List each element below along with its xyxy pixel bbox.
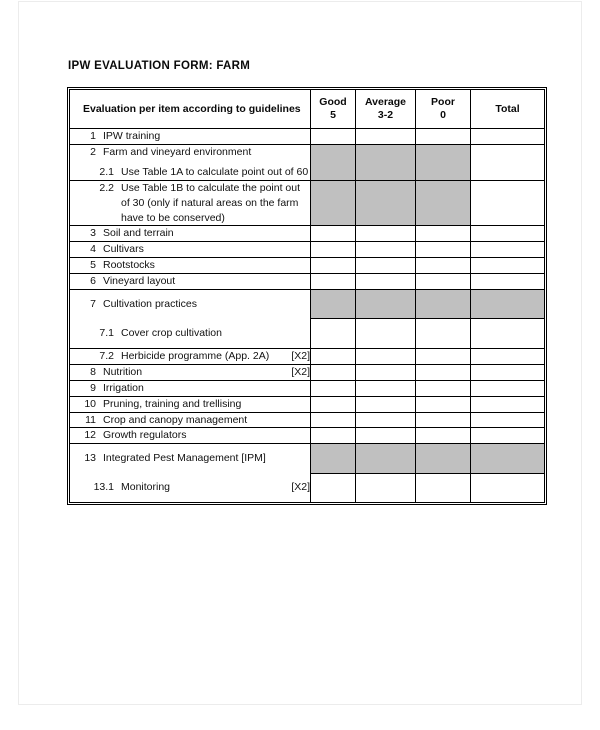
table-row [70, 428, 545, 444]
score-cell-total[interactable] [471, 258, 545, 274]
score-cell-total[interactable] [471, 380, 545, 396]
score-cell-avg[interactable] [356, 380, 416, 396]
evaluation-item-cell [70, 396, 311, 412]
evaluation-item-line [70, 226, 310, 241]
score-cell-good[interactable] [311, 380, 356, 396]
table-row [70, 129, 545, 145]
score-cell-good[interactable] [311, 428, 356, 444]
table-body [70, 129, 545, 503]
score-cell-poor [416, 290, 471, 319]
score-cell-good[interactable] [311, 242, 356, 258]
score-cell-poor [416, 180, 471, 226]
score-cell-poor[interactable] [416, 319, 471, 348]
item-number: 7.1 [99, 326, 114, 339]
score-cell-total[interactable] [471, 473, 545, 502]
evaluation-item-line [70, 365, 310, 380]
evaluation-item-line [70, 397, 310, 412]
score-cell-poor[interactable] [416, 473, 471, 502]
evaluation-item-line [70, 480, 310, 495]
evaluation-item-cell [70, 274, 311, 290]
evaluation-item-cell [70, 258, 311, 274]
item-number: 2.1 [99, 165, 114, 178]
score-cell-total[interactable] [471, 226, 545, 242]
table-row [70, 473, 545, 502]
score-cell-good[interactable] [311, 226, 356, 242]
table-row [70, 258, 545, 274]
item-label: Use Table 1A to calculate point out of 60 [121, 165, 309, 178]
item-label: Monitoring [121, 481, 171, 494]
column-header-poor-label: Poor [431, 96, 455, 109]
table-header [70, 90, 545, 129]
score-cell-poor[interactable] [416, 258, 471, 274]
score-cell-good[interactable] [311, 258, 356, 274]
evaluation-table [69, 89, 545, 503]
table-row [70, 396, 545, 412]
column-header-average [356, 90, 416, 129]
item-number: 8 [90, 365, 96, 378]
evaluation-item-cell [70, 444, 311, 473]
evaluation-item-line [70, 181, 310, 226]
column-header-good-score: 5 [330, 109, 336, 121]
item-label: Pruning, training and trellising [103, 397, 242, 410]
score-cell-avg[interactable] [356, 129, 416, 145]
table-row [70, 364, 545, 380]
item-multiplier: [X2] [291, 349, 310, 362]
column-header-poor [416, 90, 471, 129]
score-cell-avg[interactable] [356, 428, 416, 444]
score-cell-avg [356, 290, 416, 319]
evaluation-item-cell [70, 290, 311, 319]
item-number: 10 [84, 397, 96, 410]
score-cell-avg[interactable] [356, 319, 416, 348]
item-label: Herbicide programme (App. 2A) [121, 349, 270, 362]
item-number: 7 [90, 298, 96, 311]
score-cell-good [311, 290, 356, 319]
table-row [70, 180, 545, 226]
item-number: 13 [84, 452, 96, 465]
evaluation-item-line [70, 349, 310, 364]
item-label: Nutrition [103, 365, 143, 378]
score-cell-total[interactable] [471, 428, 545, 444]
score-cell-avg[interactable] [356, 274, 416, 290]
evaluation-item-cell [70, 242, 311, 258]
page-title: IPW EVALUATION FORM: FARM [68, 60, 251, 72]
score-cell-total [471, 290, 545, 319]
score-cell-good[interactable] [311, 129, 356, 145]
item-label: Farm and vineyard environment [103, 145, 252, 158]
item-label: Crop and canopy management [103, 413, 248, 426]
evaluation-item-line [70, 326, 310, 341]
item-number: 4 [90, 243, 96, 256]
table-row [70, 444, 545, 473]
table-row [70, 348, 545, 364]
evaluation-item-line [70, 242, 310, 257]
score-cell-total[interactable] [471, 129, 545, 145]
score-cell-good [311, 144, 356, 180]
evaluation-item-line [70, 165, 310, 180]
score-cell-good [311, 180, 356, 226]
table-row [70, 290, 545, 319]
table-row [70, 319, 545, 348]
score-cell-total[interactable] [471, 180, 545, 226]
table-row [70, 226, 545, 242]
item-number: 2.2 [99, 181, 114, 194]
evaluation-item-cell [70, 412, 311, 428]
item-label: Cultivars [103, 243, 144, 256]
item-label: Use Table 1B to calculate the point out of 30 (only if natural areas on the farm have to be conserved) [121, 181, 301, 224]
score-cell-total [471, 444, 545, 473]
score-cell-total[interactable] [471, 412, 545, 428]
score-cell-poor[interactable] [416, 242, 471, 258]
score-cell-good [311, 444, 356, 473]
item-multiplier: [X2] [291, 365, 310, 378]
evaluation-item-cell [70, 319, 311, 348]
score-cell-avg[interactable] [356, 473, 416, 502]
score-cell-good[interactable] [311, 319, 356, 348]
column-header-guidelines: Evaluation per item according to guidelines [70, 90, 311, 129]
score-cell-poor[interactable] [416, 348, 471, 364]
evaluation-item-line [70, 145, 310, 160]
column-header-good [311, 90, 356, 129]
score-cell-avg [356, 444, 416, 473]
item-number: 11 [85, 413, 96, 426]
evaluation-item-cell [70, 226, 311, 242]
item-label: Cultivation practices [103, 298, 197, 311]
column-header-poor-score: 0 [440, 109, 446, 121]
evaluation-form-container [69, 89, 544, 503]
score-cell-poor[interactable] [416, 380, 471, 396]
evaluation-item-line [70, 413, 310, 428]
table-row [70, 144, 545, 180]
column-header-average-score: 3-2 [377, 109, 394, 121]
score-cell-avg[interactable] [356, 242, 416, 258]
item-label: Integrated Pest Management [IPM] [103, 452, 266, 465]
item-label: Irrigation [103, 381, 144, 394]
evaluation-item-cell [70, 144, 311, 180]
score-cell-poor[interactable] [416, 226, 471, 242]
item-number: 13.1 [93, 481, 114, 494]
evaluation-item-line [70, 274, 310, 289]
evaluation-item-line [70, 451, 310, 466]
evaluation-item-line [70, 428, 310, 443]
item-label: Vineyard layout [103, 275, 176, 288]
evaluation-item-cell [70, 180, 311, 226]
column-header-total [471, 90, 545, 129]
item-number: 7.2 [99, 349, 114, 362]
score-cell-poor[interactable] [416, 274, 471, 290]
score-cell-avg[interactable] [356, 396, 416, 412]
table-row [70, 242, 545, 258]
item-label: Rootstocks [103, 259, 155, 272]
score-cell-poor[interactable] [416, 412, 471, 428]
item-label: Soil and terrain [103, 227, 174, 240]
column-header-total-label: Total [495, 102, 520, 115]
column-header-average-label: Average [364, 96, 407, 109]
score-cell-poor[interactable] [416, 396, 471, 412]
score-cell-poor[interactable] [416, 428, 471, 444]
score-cell-good[interactable] [311, 348, 356, 364]
score-cell-poor[interactable] [416, 129, 471, 145]
item-number: 9 [90, 381, 96, 394]
item-label: Cover crop cultivation [121, 326, 222, 339]
score-cell-good[interactable] [311, 412, 356, 428]
score-cell-poor [416, 144, 471, 180]
score-cell-good[interactable] [311, 473, 356, 502]
table-header-row [70, 90, 545, 129]
item-label: Growth regulators [103, 429, 187, 442]
item-multiplier: [X2] [291, 481, 310, 494]
evaluation-item-cell [70, 380, 311, 396]
item-label: IPW training [103, 130, 161, 142]
evaluation-item-cell [70, 428, 311, 444]
item-number: 12 [84, 429, 96, 442]
score-cell-total[interactable] [471, 348, 545, 364]
score-cell-good[interactable] [311, 364, 356, 380]
evaluation-item-cell [70, 473, 311, 502]
score-cell-avg[interactable] [356, 348, 416, 364]
score-cell-avg[interactable] [356, 258, 416, 274]
score-cell-avg [356, 144, 416, 180]
score-cell-total[interactable] [471, 242, 545, 258]
evaluation-item-line [70, 258, 310, 273]
table-row [70, 412, 545, 428]
score-cell-avg [356, 180, 416, 226]
score-cell-total[interactable] [471, 396, 545, 412]
score-cell-total[interactable] [471, 144, 545, 180]
evaluation-item-cell [70, 129, 311, 145]
evaluation-item-line [70, 297, 310, 312]
score-cell-total[interactable] [471, 274, 545, 290]
score-cell-poor[interactable] [416, 364, 471, 380]
column-header-good-label: Good [319, 96, 347, 109]
item-number: 2 [90, 145, 96, 158]
item-number: 3 [90, 227, 96, 240]
score-cell-avg[interactable] [356, 364, 416, 380]
item-number: 1 [90, 130, 96, 142]
table-row [70, 380, 545, 396]
evaluation-item-line [70, 129, 310, 144]
evaluation-item-cell [70, 364, 311, 380]
evaluation-item-cell [70, 348, 311, 364]
score-cell-total[interactable] [471, 319, 545, 348]
score-cell-avg[interactable] [356, 226, 416, 242]
item-number: 5 [90, 259, 96, 272]
table-row [70, 274, 545, 290]
evaluation-item-line [70, 381, 310, 396]
score-cell-total[interactable] [471, 364, 545, 380]
score-cell-avg[interactable] [356, 412, 416, 428]
score-cell-good[interactable] [311, 274, 356, 290]
score-cell-poor [416, 444, 471, 473]
score-cell-good[interactable] [311, 396, 356, 412]
item-number: 6 [90, 275, 96, 288]
